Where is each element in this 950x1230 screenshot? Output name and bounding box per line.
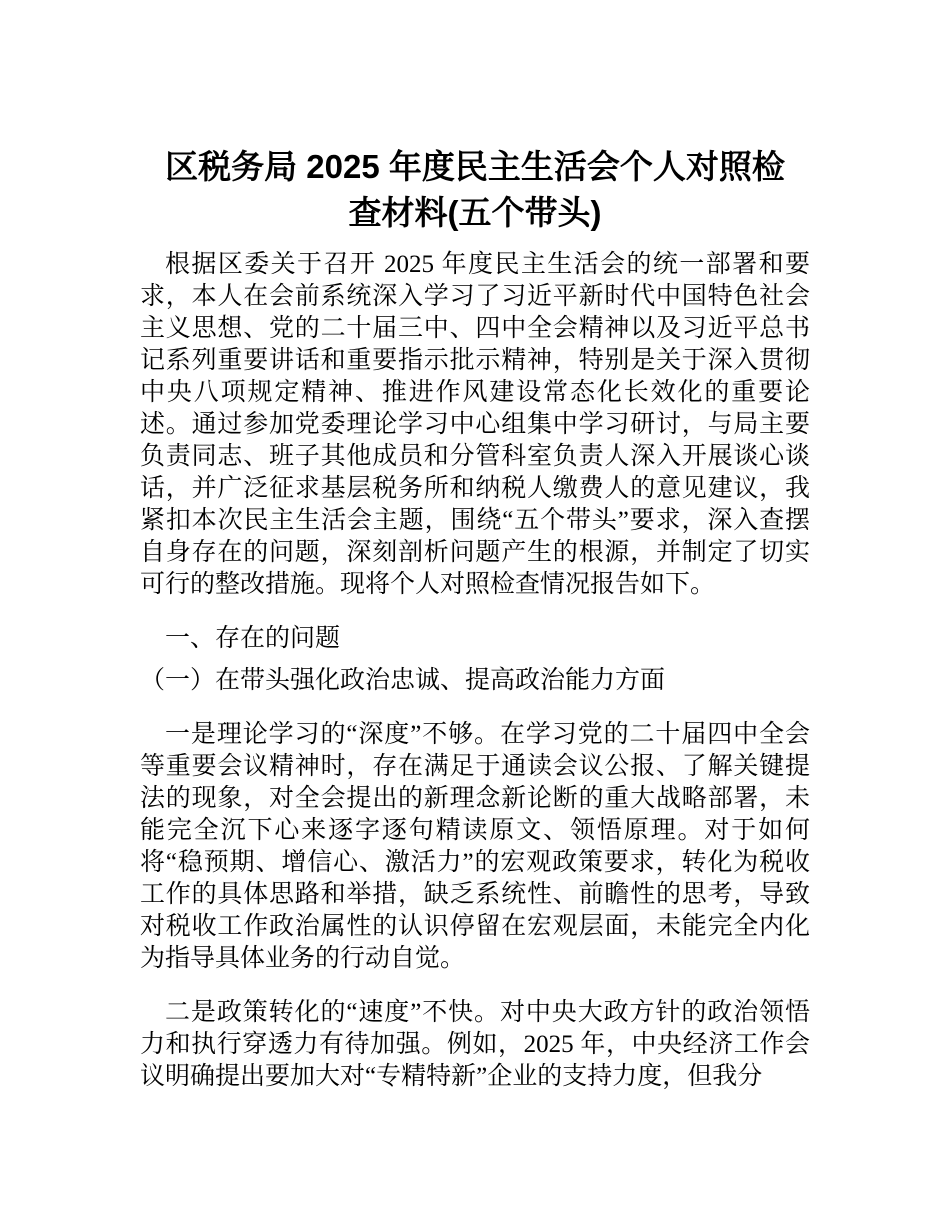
paragraph-intro: 根据区委关于召开 2025 年度民主生活会的统一部署和要求，本人在会前系统深入学习了习近平新时代中国特色社会主义思想、党的二十届三中、四中全会精神以及习近平总书记系列重要讲话和重要指示批示精神，特别是关于深入贯彻中央八项规定精神、推进作风建设常态化长效化的重要论述。通过参加党委理论学习中心组集中学习研讨，与局主要负责同志、班子其他成员和分管科室负责人深入开展谈心谈话，并广泛征求基层税务所和纳税人缴费人的意见建议，我紧扣本次民主生活会主题，围绕“五个带头”要求，深入查摆自身存在的问题，深刻剖析问题产生的根源，并制定了切实可行的整改措施。现将个人对照检查情况报告如下。	[140, 251, 810, 598]
paragraph-issue-2: 二是政策转化的“速度”不快。对中央大政方针的政治领悟力和执行穿透力有待加强。例如，2025 年，中央经济工作会议明确提出要加大对“专精特新”企业的支持力度，但我分	[140, 999, 810, 1090]
document-title: 区税务局 2025 年度民主生活会个人对照检查材料(五个带头)	[165, 148, 785, 231]
paragraph-issue-1: 一是理论学习的“深度”不够。在学习党的二十届四中全会等重要会议精神时，存在满足于通读会议公报、了解关键提法的现象，对全会提出的新理念新论断的重大战略部署，未能完全沉下心来逐字逐句精读原文、领悟原理。对于如何将“稳预期、增信心、激活力”的宏观政策要求，转化为税收工作的具体思路和举措，缺乏系统性、前瞻性的思考，导致对税收工作政治属性的认识停留在宏观层面，未能完全内化为指导具体业务的行动自觉。	[140, 721, 810, 972]
subsection-heading-political-loyalty: （一）在带头强化政治忠诚、提高政治能力方面	[140, 667, 666, 694]
section-heading-problems: 一、存在的问题	[165, 625, 341, 652]
